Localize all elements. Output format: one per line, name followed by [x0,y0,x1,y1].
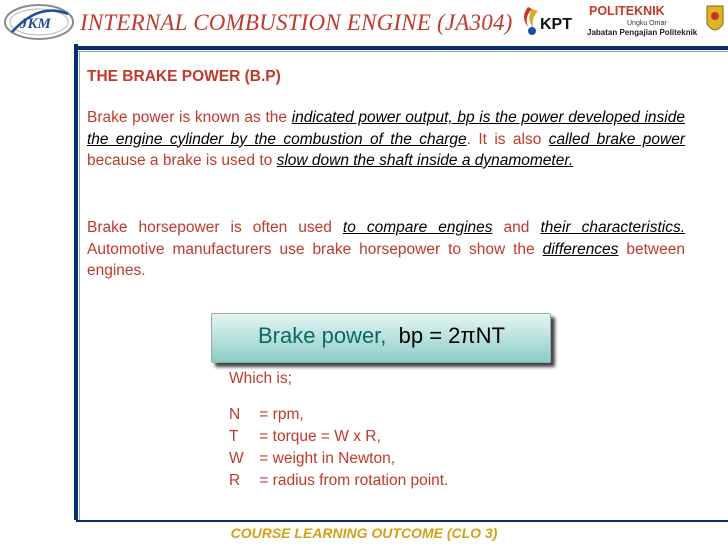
variable-definition: = radius from rotation point. [255,472,449,489]
p1-text-1: Brake power is known as the [87,109,292,126]
left-border-thin [79,52,80,522]
variable-definition: = weight in Newton, [255,450,396,467]
p2-emphasis-3: differences [542,240,619,258]
variable-list [229,404,448,492]
variable-item [229,426,448,448]
slide-title: INTERNAL COMBUSTION ENGINE (JA304) [80,10,513,35]
p1-emphasis-3: slow down the shaft inside a dynamometer. [276,152,574,169]
p1-text-3: because a brake is used to [87,152,277,169]
kpt-logo [518,3,580,39]
footer-rule [76,520,728,522]
variable-symbol: T [229,428,239,445]
p1-emphasis-2: called brake power [548,130,685,148]
section-title: THE BRAKE POWER (B.P) [87,68,281,85]
variable-definition: = rpm, [255,406,304,423]
paragraph-horsepower [87,217,685,282]
politeknik-logo [583,1,703,41]
p2-emphasis-2: their characteristics. [540,219,685,236]
variable-item [229,448,448,470]
left-border [74,44,78,524]
svg-text:JKM: JKM [20,16,51,32]
crest-icon [704,2,726,40]
variable-definition: = torque = W x R, [255,428,381,445]
formula-equation: bp = 2πNT [398,323,505,348]
p2-text-4: between engines. [87,240,685,279]
variable-symbol: R [229,472,241,489]
variable-symbol: N [229,406,241,423]
paragraph-brake-power [87,107,685,172]
footer-text: COURSE LEARNING OUTCOME (CLO 3) [230,525,498,541]
variable-item [229,470,448,492]
p2-emphasis-1: to compare engines [342,219,493,236]
p2-text-1: Brake horsepower is often used [87,219,343,236]
header-rule [76,46,728,50]
variable-item [229,404,448,426]
which-is-label: Which is; [229,370,292,387]
svg-text:Jabatan Pengajian Politeknik: Jabatan Pengajian Politeknik [587,28,698,37]
header-rule-thin [76,51,728,52]
formula [258,323,505,349]
p1-emphasis-1: indicated power output, bp is the power developed inside the engine cylinder by the combustion of the charge [87,109,685,148]
slide-header [0,0,728,44]
p2-text-2: and [492,219,541,236]
svg-text:POLITEKNIK: POLITEKNIK [589,4,665,18]
jkm-logo [2,2,76,42]
variable-symbol: W [229,450,244,467]
p2-text-3: Automotive manufacturers use brake horsepower to show the [87,240,543,258]
formula-box [211,313,551,363]
formula-label: Brake power, [258,323,387,348]
svg-text:Ungku Omar: Ungku Omar [627,20,667,27]
p1-text-2: . It is also [466,130,549,148]
svg-text:KPT: KPT [540,16,572,33]
